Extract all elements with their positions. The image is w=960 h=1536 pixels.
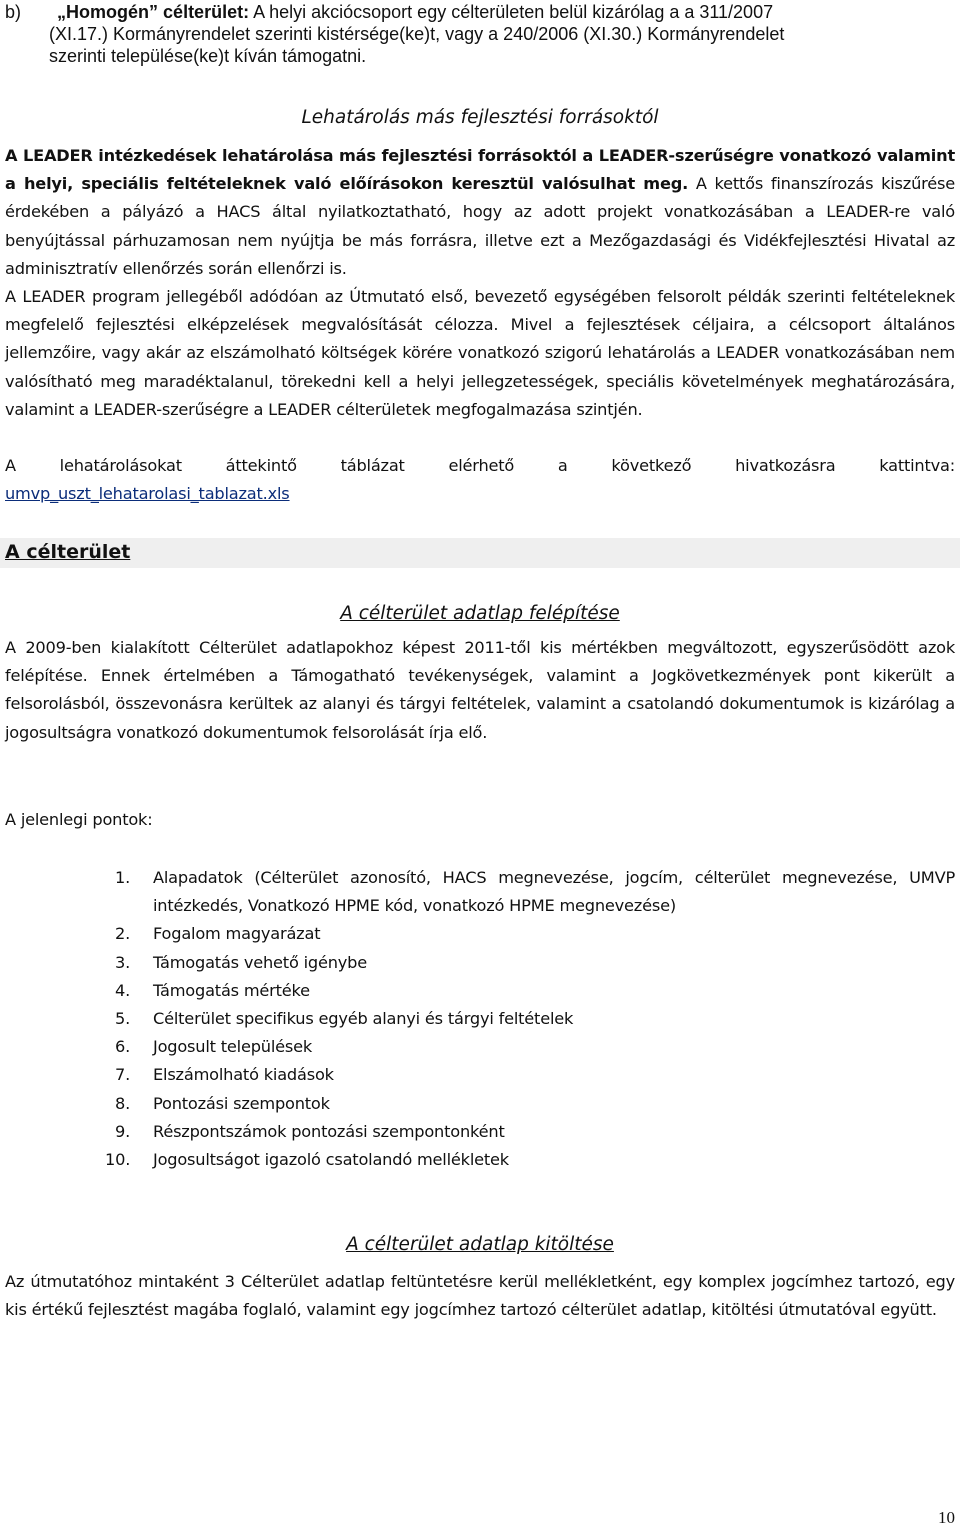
points-list [105, 864, 955, 1174]
section-heading-felepites: A célterület adatlap felépítése [340, 603, 620, 624]
list-item: 2. Fogalom magyarázat [115, 924, 321, 944]
intro-line-3: szerinti települése(ke)t kíván támogatni. [49, 46, 367, 66]
list-item: 10. Jogosultságot igazoló csatolandó mellékletek [105, 1150, 509, 1170]
lehatarolas-text: A kettős finanszírozás kiszűrése érdekében a pályázó a HACS által nyilatkoztatható, hogy az adott projekt vonatkozásában a LEADER-re való benyújtással párhuzamosan nem nyújtja be más forrásra, illetve ezt a Mezőgazdasági és Vidékfejlesztési Hivatal az adminisztratív ellenőrzés során ellenőrzi is. [5, 174, 955, 278]
list-item: 8. Pontozási szempontok [115, 1093, 330, 1113]
intro-line-2: (XI.17.) Kormányrendelet szerinti kistérsége(ke)t, vagy a 240/2006 (XI.30.) Kormányrendelet [49, 24, 785, 44]
intro-paragraph [5, 1, 955, 67]
intro-bold-term: „Homogén” célterület: [57, 2, 250, 22]
list-item: 3. Támogatás vehető igénybe [115, 952, 367, 972]
list-item: 6. Jogosult települések [115, 1037, 313, 1057]
section-bar [0, 538, 960, 568]
intro-marker: b) [5, 2, 22, 22]
intro-line-1-text: A helyi akciócsoport egy célterületen belül kizárólag a a 311/2007 [253, 2, 774, 22]
intro-line-1 [5, 1, 955, 23]
list-item: 5. Célterület specifikus egyéb alanyi és tárgyi feltételek [115, 1009, 574, 1029]
lehatarolas-paragraph-1 [5, 142, 955, 283]
kitoltes-paragraph: Az útmutatóhoz mintaként 3 Célterület adatlap feltüntetésre kerül mellékletként, egy komplex jogcímhez tartozó, egy kis értékű fejlesztést magába foglaló, valamint egy jogcímhez tartozó célterület adatlap, kitöltési útmutatóval együtt. [5, 1272, 955, 1320]
current-points-label: A jelenlegi pontok: [5, 810, 153, 829]
page-number: 10 [938, 1508, 955, 1527]
list-item: 1. Alapadatok (Célterület azonosító, HACS megnevezése, jogcím, célterület megnevezése, UMVP intézkedés, Vonatkozó HPME kód, vonatkozó HPME megnevezése) [115, 868, 955, 916]
lehatarolas-table-link[interactable]: umvp_uszt_lehatarolasi_tablazat.xls [5, 484, 290, 503]
list-item: 4. Támogatás mértéke [115, 980, 310, 1000]
section-bar-title: A célterület [5, 541, 131, 563]
list-item: 7. Elszámolható kiadások [115, 1065, 334, 1085]
list-item: 9. Részpontszámok pontozási szempontonként [115, 1121, 505, 1141]
section-heading-lehatarolas: Lehatárolás más fejlesztési forrásoktól [301, 107, 659, 128]
section-heading-kitoltes: A célterület adatlap kitöltése [346, 1234, 614, 1255]
lehatarolas-paragraph-3: A lehatárolásokat áttekintő táblázat elérhető a következő hivatkozásra kattintva: [5, 456, 955, 475]
felepites-paragraph: A 2009-ben kialakított Célterület adatlapokhoz képest 2011-től kis mértékben megváltozott, egyszerűsödött azok felépítése. Ennek értelmében a Támogatható tevékenységek, valamint a Jogkövetkezmények pont kikerült a felsorolásból, összevonásra kerültek az alanyi és tárgyi feltételek, valamint a csatolandó dokumentumok is kizárólag a jogosultságra vonatkozó dokumentumok felsorolását írja elő. [5, 638, 955, 742]
lehatarolas-paragraph-2: A LEADER program jellegéből adódóan az Útmutató első, bevezető egységében felsorolt példák szerinti feltételeknek megfelelő fejlesztési elképzelések megvalósítását célozza. Mivel a fejlesztések céljaira, a célcsoport általános jellemzőire, vagy akár az elszámolható költségek körére vonatkozó szigorú lehatárolás a LEADER vonatkozásában nem valósítható meg maradéktalanul, törekedni kell a helyi jellegzetességek, speciális követelmények meghatározására, valamint a LEADER-szerűségre a LEADER célterületek megfogalmazása szintjén. [5, 287, 955, 419]
lehatarolas-bold-text: A LEADER intézkedések lehatárolása más fejlesztési forrásoktól a LEADER-szerűségre vonatkozó valamint a helyi, speciális feltételeknek való előírásokon keresztül valósulhat meg. [5, 146, 955, 194]
